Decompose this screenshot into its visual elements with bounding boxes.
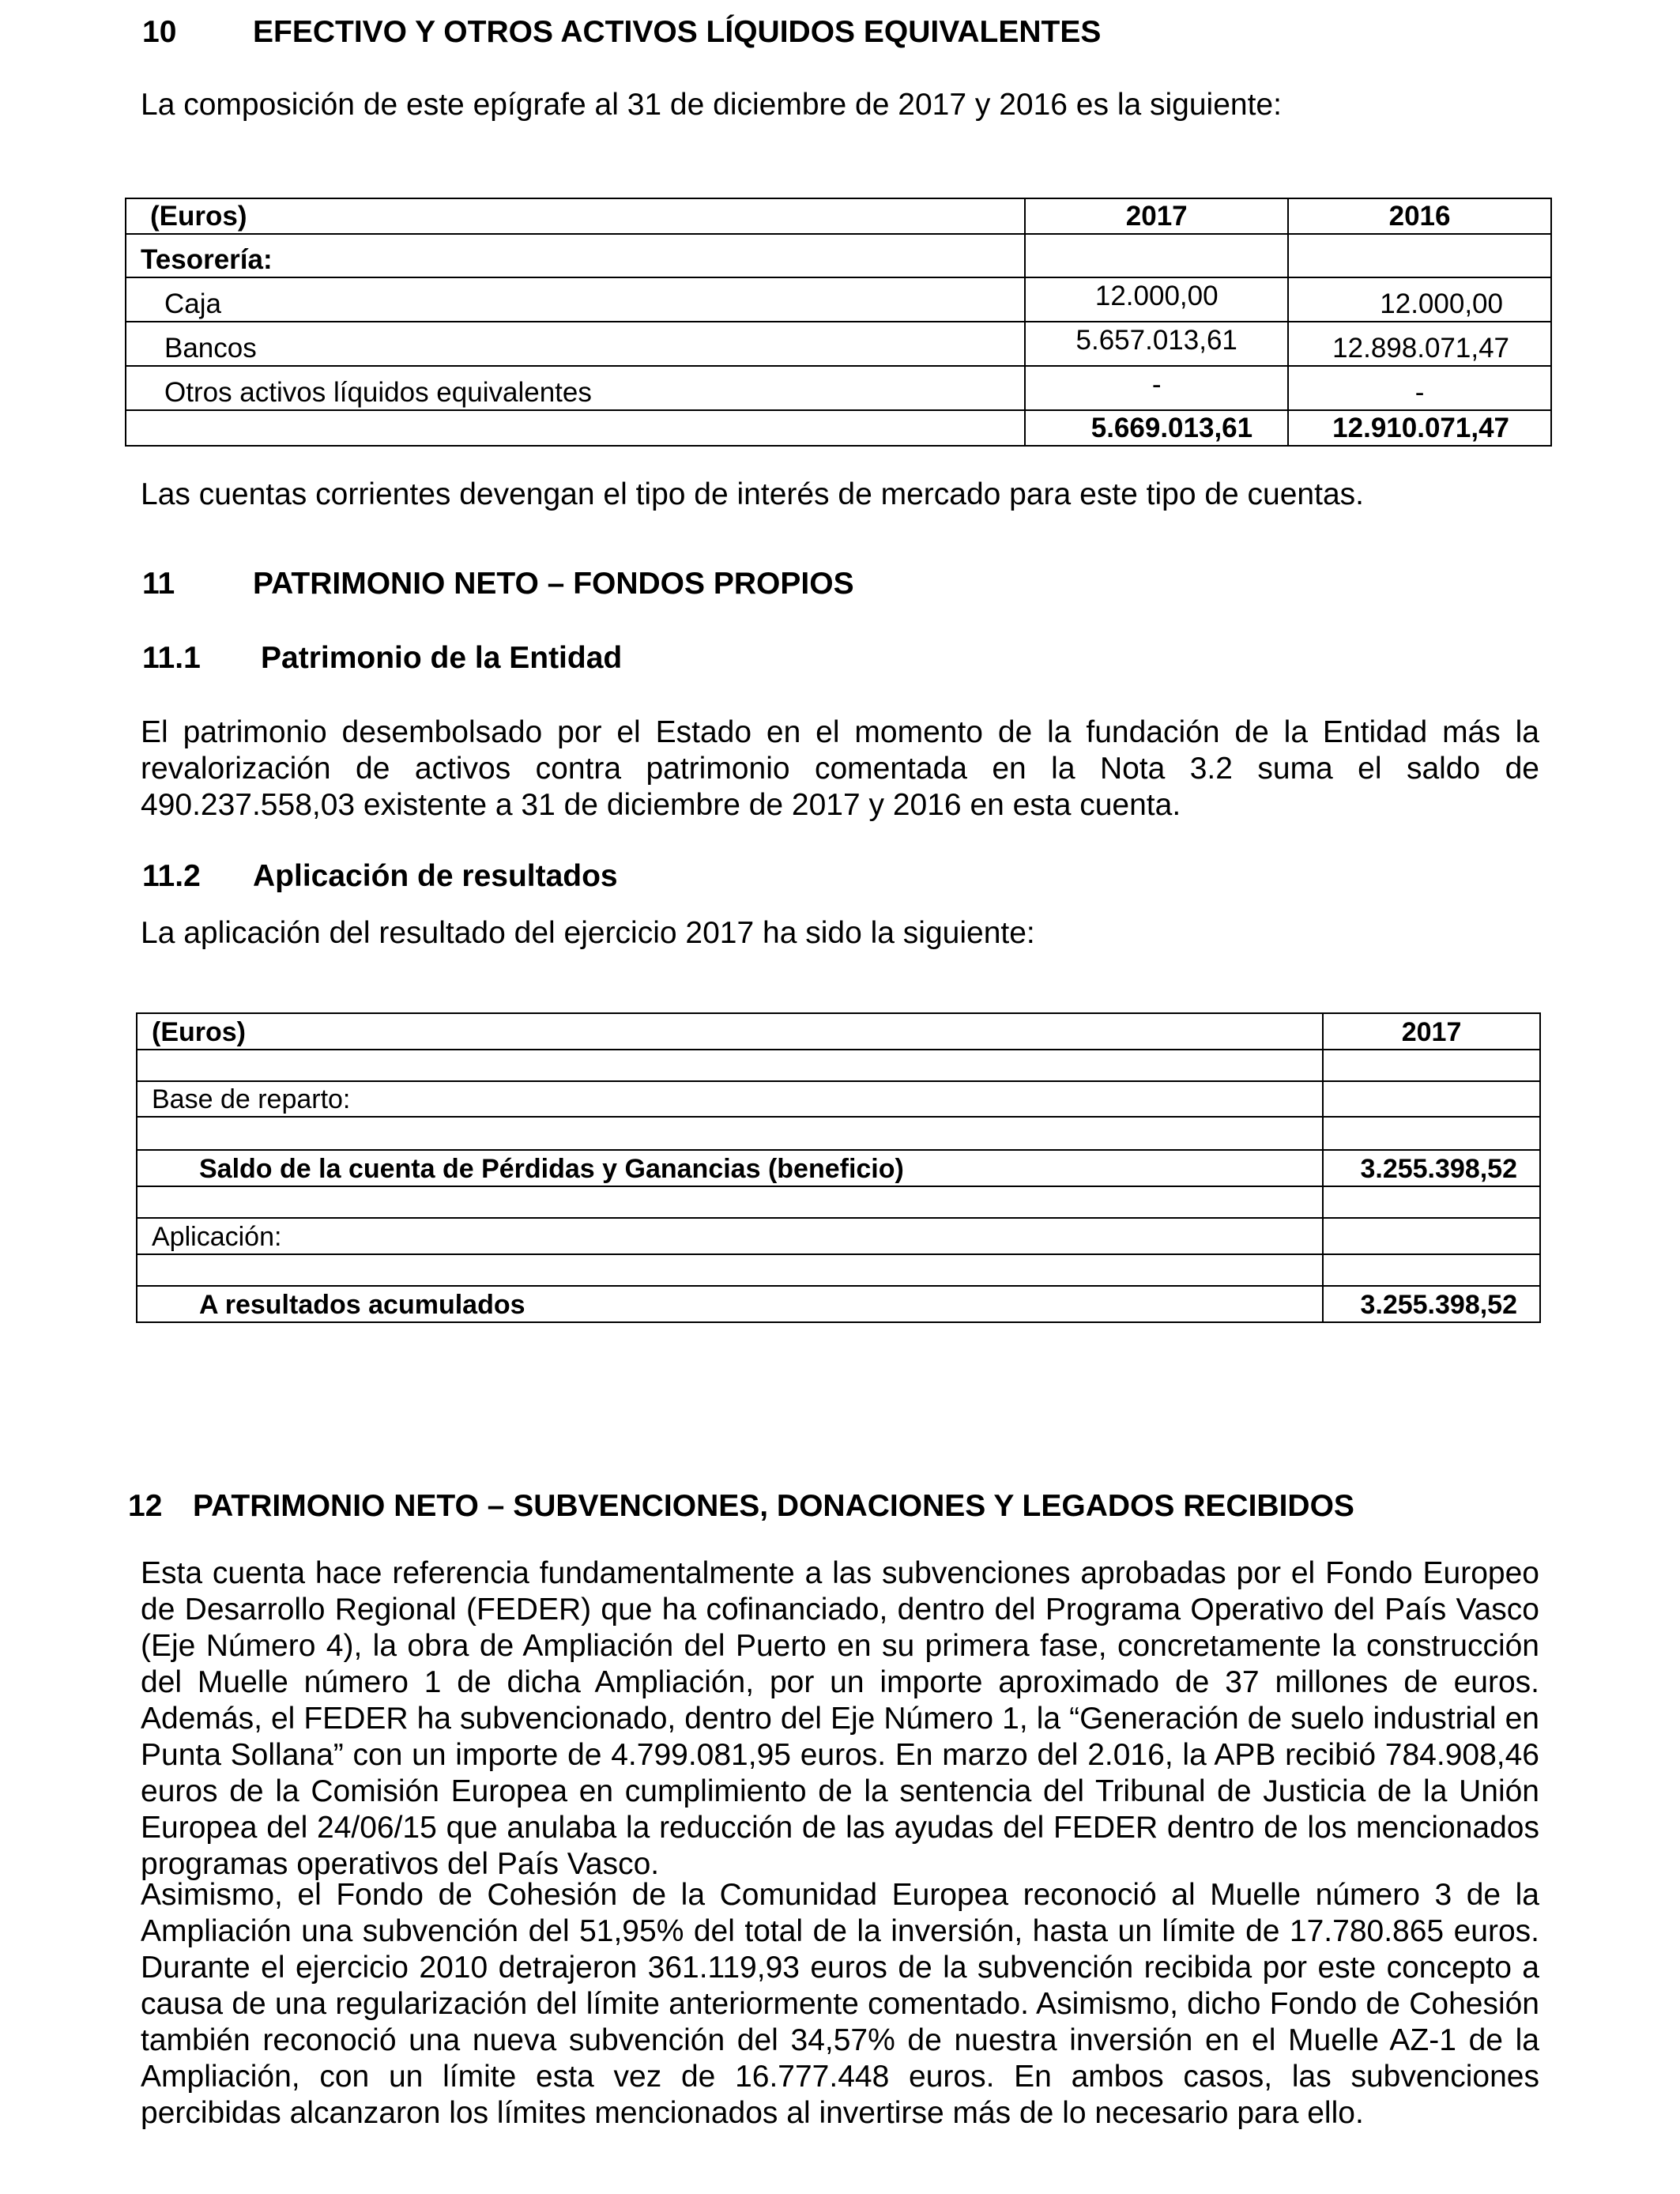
cash-row-label: Otros activos líquidos equivalentes	[126, 366, 1025, 410]
section-11-number: 11	[142, 567, 175, 601]
cash-row-2016: 12.000,00	[1288, 277, 1551, 322]
cash-row-2016: 12.898.071,47	[1288, 322, 1551, 366]
cash-group-label: Tesorería:	[126, 234, 1025, 277]
cash-row-label: Caja	[126, 277, 1025, 322]
results-acumulados-label: A resultados acumulados	[137, 1286, 1323, 1322]
cash-row-2016: -	[1288, 366, 1551, 410]
cash-table-group-row	[126, 234, 1551, 277]
section-10-number: 10	[142, 15, 177, 49]
results-saldo-value: 3.255.398,52	[1323, 1150, 1540, 1186]
section-10-intro: La composición de este epígrafe al 31 de diciembre de 2017 y 2016 es la siguiente:	[141, 88, 1282, 122]
results-header-2017: 2017	[1323, 1013, 1540, 1050]
section-12-title: PATRIMONIO NETO – SUBVENCIONES, DONACIONES Y LEGADOS RECIBIDOS	[193, 1489, 1354, 1523]
results-aplicacion-label: Aplicación:	[137, 1218, 1323, 1254]
section-11-2-number: 11.2	[142, 859, 201, 893]
section-11-1-title: Patrimonio de la Entidad	[261, 641, 623, 675]
section-11-2-intro: La aplicación del resultado del ejercicio 2017 ha sido la siguiente:	[141, 916, 1035, 950]
cash-total-2016: 12.910.071,47	[1288, 410, 1551, 446]
table-row	[137, 1218, 1540, 1254]
section-12-paragraph-2: Asimismo, el Fondo de Cohesión de la Comunidad Europea reconoció al Muelle número 3 de la Ampliación una subvención del 51,95% del total de la inversión, hasta un límite de 17.780.865 euros. Durante el ejercicio 2010 detrajeron 361.119,93 euros de la subvención recibida por este concepto a causa de una regularización del límite anteriormente comentado. Asimismo, dicho Fondo de Cohesión también reconoció una nueva subvención del 34,57% de nuestra inversión en el Muelle AZ-1 de la Ampliación, con un límite esta vez de 16.777.448 euros. En ambos casos, las subvenciones percibidas alcanzaron los límites mencionados al invertirse más de lo necesario para ello.	[141, 1878, 1539, 2130]
cash-row-2017: -	[1025, 366, 1288, 410]
results-header-row	[137, 1013, 1540, 1050]
results-acumulados-value: 3.255.398,52	[1323, 1286, 1540, 1322]
cash-total-2017: 5.669.013,61	[1025, 410, 1288, 446]
cash-row-2017: 5.657.013,61	[1025, 322, 1288, 366]
table-row	[126, 277, 1551, 322]
section-12-number: 12	[128, 1489, 163, 1523]
table-row	[126, 322, 1551, 366]
cash-row-label: Bancos	[126, 322, 1025, 366]
results-table	[136, 1012, 1541, 1323]
cash-row-2017: 12.000,00	[1025, 277, 1288, 322]
cash-header-2016: 2016	[1288, 198, 1551, 234]
cash-table-header-row	[126, 198, 1551, 234]
cash-header-units: (Euros)	[126, 198, 1025, 234]
cash-table	[125, 198, 1552, 447]
section-11-1-number: 11.1	[142, 641, 201, 675]
cash-table-total-row	[126, 410, 1551, 446]
table-row	[137, 1286, 1540, 1322]
table-row	[126, 366, 1551, 410]
results-saldo-label: Saldo de la cuenta de Pérdidas y Ganancias (beneficio)	[137, 1150, 1323, 1186]
table-row	[137, 1081, 1540, 1117]
cash-header-2017: 2017	[1025, 198, 1288, 234]
table-row	[137, 1150, 1540, 1186]
section-11-2-title: Aplicación de resultados	[253, 859, 618, 893]
results-base-label: Base de reparto:	[137, 1081, 1323, 1117]
section-11-1-text: El patrimonio desembolsado por el Estado en el momento de la fundación de la Entidad más la revalorización de activos contra patrimonio comentada en la Nota 3.2 suma el saldo de 490.237.558,03 existente a 31 de diciembre de 2017 y 2016 en esta cuenta.	[141, 715, 1539, 822]
section-10-title: EFECTIVO Y OTROS ACTIVOS LÍQUIDOS EQUIVALENTES	[253, 15, 1102, 49]
section-12-paragraph-1: Esta cuenta hace referencia fundamentalmente a las subvenciones aprobadas por el Fondo Europeo de Desarrollo Regional (FEDER) que ha cofinanciado, dentro del Programa Operativo del País Vasco (Eje Número 4), la obra de Ampliación del Puerto en su primera fase, concretamente la construcción del Muelle número 1 de dicha Ampliación, por un importe aproximado de 37 millones de euros. Además, el FEDER ha subvencionado, dentro del Eje Número 1, la “Generación de suelo industrial en Punta Sollana” con un importe de 4.799.081,95 euros. En marzo del 2.016, la APB recibió 784.908,46 euros de la Comisión Europea en cumplimiento de la sentencia del Tribunal de Justicia de la Unión Europea del 24/06/15 que anulaba la reducción de las ayudas del FEDER dentro de los mencionados programas operativos del País Vasco.	[141, 1556, 1539, 1881]
section-10-note: Las cuentas corrientes devengan el tipo de interés de mercado para este tipo de cuentas.	[141, 477, 1364, 511]
section-11-title: PATRIMONIO NETO – FONDOS PROPIOS	[253, 567, 854, 601]
results-header-units: (Euros)	[137, 1013, 1323, 1050]
